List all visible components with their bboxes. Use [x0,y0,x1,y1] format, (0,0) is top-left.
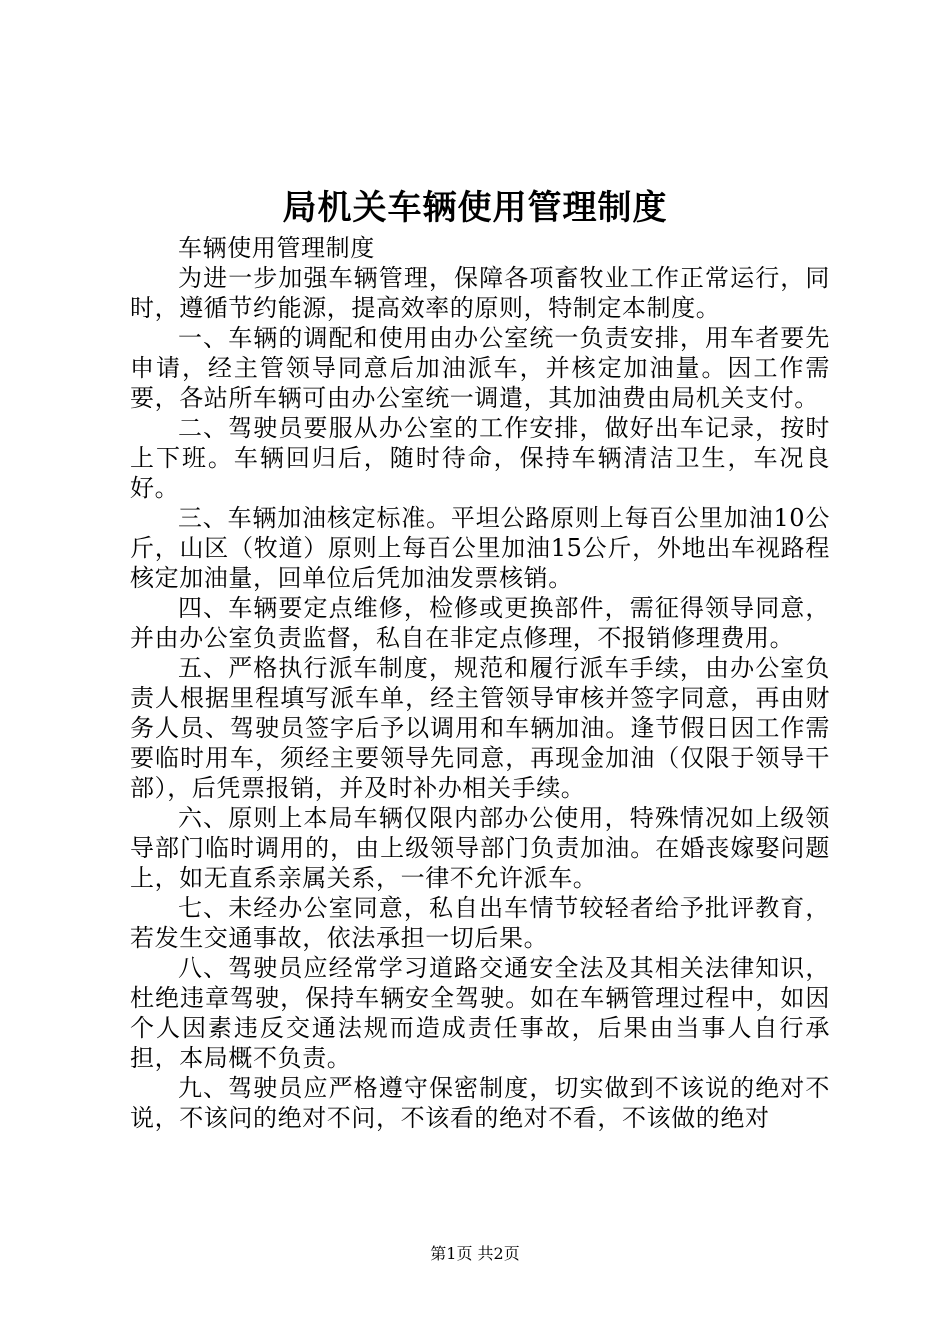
paragraph-clause-7: 七、未经办公室同意，私自出车情节较轻者给予批评教育，若发生交通事故，依法承担一切后果。 [130,894,830,952]
paragraph-clause-4: 四、车辆要定点维修，检修或更换部件，需征得领导同意，并由办公室负责监督，私自在非定点修理，不报销修理费用。 [130,594,830,652]
page-footer: 第1页 共2页 [430,1244,520,1263]
paragraph-intro: 为进一步加强车辆管理，保障各项畜牧业工作正常运行，同时，遵循节约能源，提高效率的原则，特制定本制度。 [130,264,830,322]
document-title: 局机关车辆使用管理制度 [282,188,668,228]
paragraph-clause-1: 一、车辆的调配和使用由办公室统一负责安排，用车者要先申请，经主管领导同意后加油派车，并核定加油量。因工作需要，各站所车辆可由办公室统一调遣，其加油费由局机关支付。 [130,324,830,412]
paragraph-clause-3: 三、车辆加油核定标准。平坦公路原则上每百公里加油10公斤，山区（牧道）原则上每百公里加油15公斤，外地出车视路程核定加油量，回单位后凭加油发票核销。 [130,504,830,592]
paragraph-clause-6: 六、原则上本局车辆仅限内部办公使用，特殊情况如上级领导部门临时调用的，由上级领导部门负责加油。在婚丧嫁娶问题上，如无直系亲属关系，一律不允许派车。 [130,804,830,892]
paragraph-clause-8: 八、驾驶员应经常学习道路交通安全法及其相关法律知识，杜绝违章驾驶，保持车辆安全驾驶。如在车辆管理过程中，如因个人因素违反交通法规而造成责任事故，后果由当事人自行承担，本局概不负责。 [130,954,830,1072]
paragraph-clause-9: 九、驾驶员应严格遵守保密制度，切实做到不该说的绝对不说，不该问的绝对不问，不该看的绝对不看，不该做的绝对 [130,1074,830,1132]
paragraph-clause-5: 五、严格执行派车制度，规范和履行派车手续，由办公室负责人根据里程填写派车单，经主管领导审核并签字同意，再由财务人员、驾驶员签字后予以调用和车辆加油。逢节假日因工作需要临时用车，须经主要领导先同意，再现金加油（仅限于领导干部），后凭票报销，并及时补办相关手续。 [130,654,830,802]
document-body [130,233,830,1133]
paragraph-subtitle: 车辆使用管理制度 [178,234,375,262]
paragraph-clause-2: 二、驾驶员要服从办公室的工作安排，做好出车记录，按时上下班。车辆回归后，随时待命，保持车辆清洁卫生，车况良好。 [130,414,830,502]
